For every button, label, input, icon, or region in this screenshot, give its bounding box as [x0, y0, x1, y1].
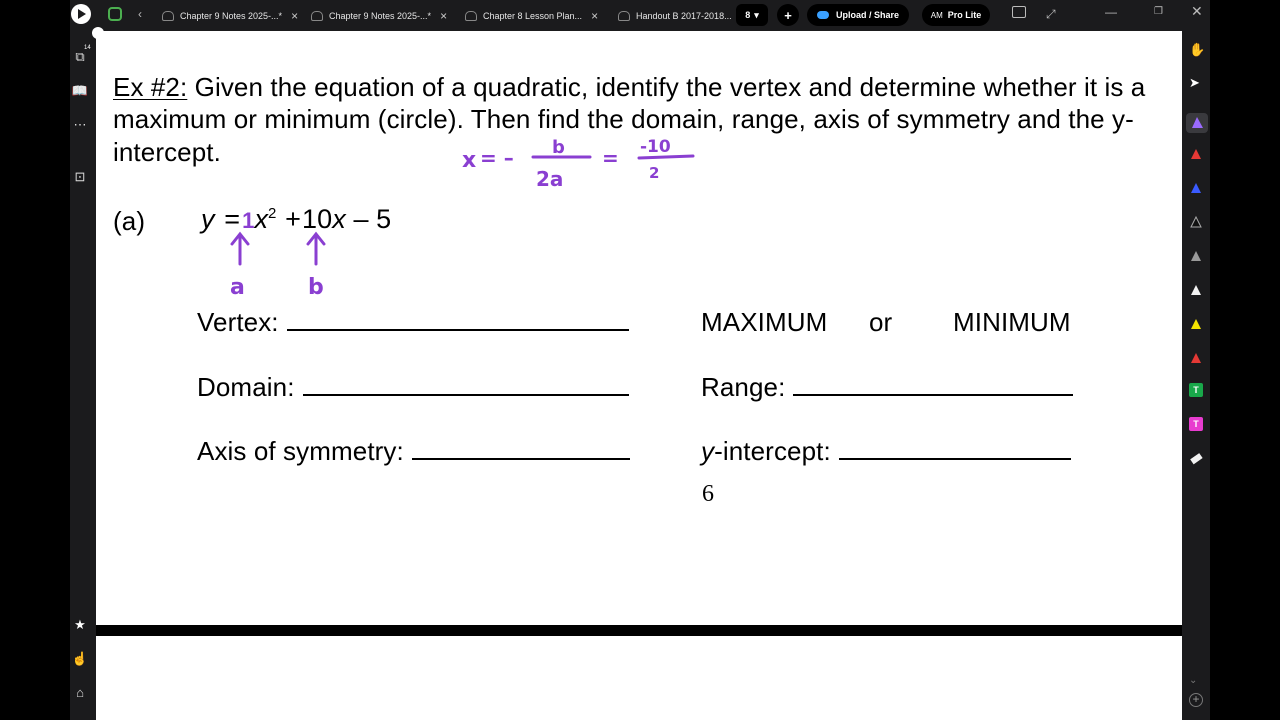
- instruction-line-3: intercept.: [113, 137, 221, 167]
- yint-italic: y: [701, 436, 715, 466]
- pen-toolbar: [1182, 31, 1210, 720]
- add-page-icon[interactable]: ⊡: [74, 169, 86, 184]
- yellow-highlighter-icon[interactable]: [1189, 317, 1203, 331]
- page-divider: [96, 626, 1182, 636]
- instruction-text-1: Given the equation of a quadratic, identify the vertex and determine whether it is a: [187, 72, 1146, 102]
- eq-equals: =: [224, 204, 241, 234]
- formula-denominator: 2: [649, 164, 660, 182]
- arrow-up-icon: [232, 234, 248, 264]
- cloud-icon: [311, 11, 323, 21]
- axis-label: Axis of symmetry:: [197, 436, 404, 466]
- account-button[interactable]: [922, 4, 990, 26]
- close-icon[interactable]: ×: [591, 9, 599, 23]
- page-number: 6: [702, 481, 715, 507]
- formula-eq: = –: [480, 146, 514, 170]
- upload-share-button[interactable]: [807, 4, 909, 26]
- formula-eq2: =: [602, 146, 619, 170]
- new-tab-button[interactable]: +: [777, 4, 799, 26]
- back-arrow-icon[interactable]: ‹: [138, 7, 142, 21]
- account-initials: AM: [930, 10, 943, 20]
- vertex-label: Vertex:: [197, 307, 279, 337]
- star-icon[interactable]: ★: [74, 617, 86, 632]
- eq-plus: +: [285, 204, 301, 234]
- cloud-icon: [618, 11, 630, 21]
- eq-constant: 5: [376, 204, 392, 234]
- tab-3[interactable]: [465, 5, 598, 27]
- white-pen-icon[interactable]: [1189, 283, 1203, 297]
- tab-1[interactable]: [162, 5, 298, 27]
- eq-y: y: [201, 204, 215, 234]
- close-window-icon[interactable]: ✕: [1191, 3, 1203, 19]
- eq-x2: x: [332, 204, 346, 234]
- cloud-upload-icon: [817, 11, 829, 19]
- example-label: Ex #2:: [113, 72, 188, 102]
- yint-label: -intercept:: [714, 436, 831, 466]
- minimize-icon[interactable]: —: [1105, 5, 1117, 19]
- maximum-label: MAXIMUM: [701, 307, 828, 337]
- left-sidebar: [70, 31, 96, 720]
- red-pen-icon[interactable]: [1189, 147, 1203, 161]
- eq-exponent: 2: [268, 205, 277, 222]
- next-page: [96, 636, 1182, 720]
- range-label: Range:: [701, 372, 786, 402]
- pointer-tool-icon[interactable]: ➤: [1189, 75, 1200, 90]
- gray-pen-icon[interactable]: [1189, 249, 1203, 263]
- formula-numerator: -10: [640, 137, 671, 157]
- refresh-icon[interactable]: [108, 7, 122, 21]
- book-icon[interactable]: 📖: [71, 83, 89, 98]
- black-pen-icon[interactable]: [1189, 215, 1203, 229]
- account-plan: Pro Lite: [947, 10, 982, 20]
- chevron-down-icon: ▾: [754, 9, 759, 20]
- tab-2[interactable]: [311, 5, 447, 27]
- cloud-icon: [162, 11, 174, 21]
- tab-4-label: Handout B 2017-2018...: [636, 11, 732, 21]
- document-page: [96, 31, 1182, 625]
- tab-1-label: Chapter 9 Notes 2025-...*: [180, 11, 283, 21]
- or-label: or: [869, 307, 893, 337]
- instruction-line-2: maximum or minimum (circle). Then find the domain, range, axis of symmetry and the y-: [113, 104, 1134, 134]
- tab-3-label: Chapter 8 Lesson Plan...: [483, 11, 583, 21]
- lightbulb-icon[interactable]: [1012, 6, 1026, 18]
- cloud-icon: [465, 11, 477, 21]
- browser-tab-bar: [70, 0, 1210, 31]
- formula-x: x: [462, 148, 477, 173]
- formula-b: b: [552, 137, 565, 158]
- pink-text-icon[interactable]: T: [1189, 417, 1203, 431]
- formula-2a: 2a: [536, 167, 564, 191]
- part-label: (a): [113, 206, 146, 236]
- chevron-down-icon[interactable]: ⌄: [1189, 675, 1198, 686]
- restore-icon[interactable]: ❐: [1154, 6, 1163, 17]
- eq-coef-b: 10: [301, 204, 333, 234]
- hand-tool-icon[interactable]: ✋: [1189, 42, 1206, 57]
- ink-annotations: [96, 31, 1182, 625]
- tab-4[interactable]: [618, 5, 732, 27]
- tab-2-label: Chapter 9 Notes 2025-...*: [329, 11, 432, 21]
- eq-minus: –: [353, 204, 369, 234]
- arrow-up-icon: [308, 234, 324, 264]
- more-icon[interactable]: ⋯: [73, 117, 87, 132]
- upload-share-label: Upload / Share: [835, 10, 899, 20]
- blue-pen-icon[interactable]: [1189, 181, 1203, 195]
- close-icon[interactable]: ×: [440, 9, 448, 23]
- add-tool-icon[interactable]: +: [1189, 693, 1203, 707]
- app-logo-icon[interactable]: [71, 4, 91, 24]
- green-text-icon[interactable]: T: [1189, 383, 1203, 397]
- pages-badge: 14: [84, 45, 91, 51]
- eraser-icon[interactable]: [1189, 451, 1203, 465]
- arrow-a-label: a: [230, 275, 245, 300]
- domain-label: Domain:: [197, 372, 295, 402]
- minimum-label: MINIMUM: [953, 307, 1071, 337]
- expand-icon[interactable]: ⤢: [1046, 7, 1056, 21]
- arrow-b-label: b: [308, 275, 324, 300]
- hand-wave-icon[interactable]: ☝: [71, 651, 89, 666]
- close-icon[interactable]: ×: [291, 9, 299, 23]
- eq-coef-a: 1: [242, 208, 255, 233]
- tab-count-button[interactable]: [736, 4, 768, 26]
- graduation-cap-icon[interactable]: ⌂: [76, 685, 84, 700]
- red-highlighter-icon[interactable]: [1189, 351, 1203, 365]
- eq-x: x: [254, 204, 269, 234]
- purple-pen-icon[interactable]: [1186, 113, 1208, 133]
- tab-count: 8: [745, 10, 751, 20]
- pages-icon[interactable]: ⧉: [75, 49, 85, 64]
